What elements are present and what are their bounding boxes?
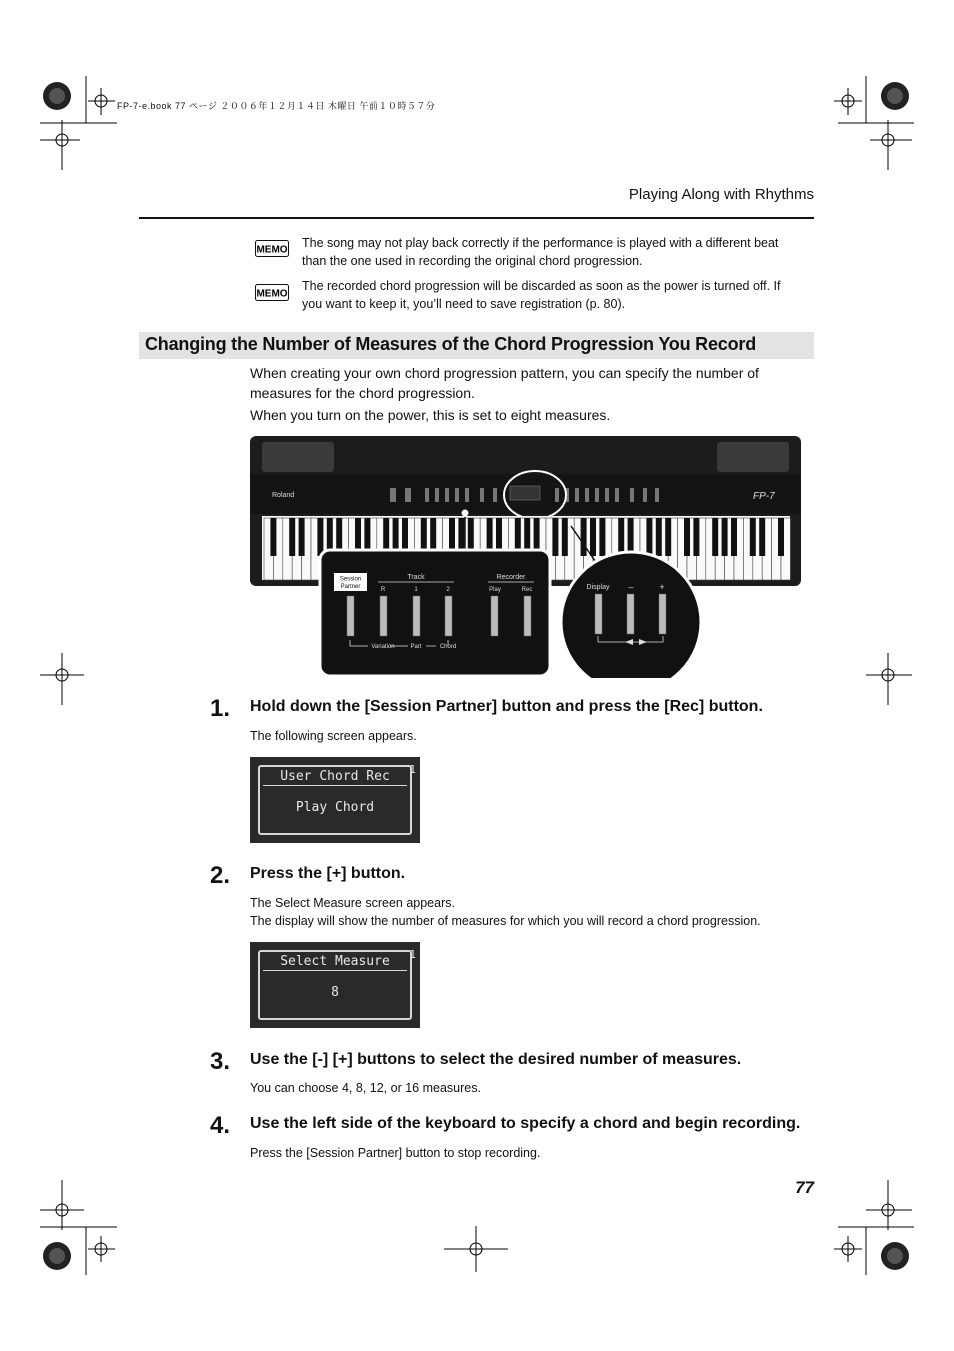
step-note: The following screen appears. [250,729,417,743]
page-number: 77 [795,1178,814,1197]
plus-label: + [659,582,665,592]
memo-icon [255,284,289,301]
step-number: 3. [210,1048,231,1075]
lcd-title: User Chord Rec [263,769,407,786]
black-key [684,518,690,556]
step-title: Use the [-] [+] buttons to select the desired number of measures. [250,1051,742,1068]
lcd-screen-select-measure [250,942,420,1028]
black-key [590,518,596,556]
model-logo: FP-7 [753,491,775,502]
black-key [722,518,728,556]
black-key [759,518,765,556]
session-partner-label: Session [339,576,362,583]
step-number: 2. [210,862,231,889]
memo-icon-label: MEMO [256,244,288,256]
section-title: Changing the Number of Measures of the Chord Progression You Record [145,334,757,354]
step-note: Press the [Session Partner] button to stop recording. [250,1146,541,1160]
black-key [712,518,718,556]
recorder-button-label: Rec [521,587,533,593]
print-file-label: FP-7-e.book 77 ページ ２００６年１２月１４日 木曜日 午前１０時５７分 [117,101,436,111]
black-key [552,518,558,556]
black-key [646,518,652,556]
track-button-label: R [380,587,386,593]
step-note: You can choose 4, 8, 12, or 16 measures. [250,1081,481,1095]
display-label: Display [586,584,610,591]
black-key [317,518,323,556]
recorder-label: Recorder [496,574,526,581]
part-label: Part [410,644,422,650]
black-key [562,518,568,556]
black-key [270,518,276,556]
black-key [778,518,784,556]
step-note: The Select Measure screen appears. [250,896,455,910]
black-key [628,518,634,556]
black-key [731,518,737,556]
lcd-title: Select Measure [263,954,407,971]
chord-label: Chord [439,644,457,650]
variation-label: Variation [371,644,395,650]
black-key [581,518,587,556]
step-title: Press the [+] button. [250,865,406,882]
black-key [299,518,305,556]
recorder-button-label: Play [489,587,501,593]
step-number: 4. [210,1112,231,1139]
piano-panel-illustration [250,436,802,678]
lcd-body: Play Chord [295,800,375,815]
session-partner-label: Partner [340,584,361,590]
header-rule [139,217,814,219]
black-key [656,518,662,556]
step-number: 1. [210,695,231,722]
black-key [665,518,671,556]
black-key [599,518,605,556]
black-key [289,518,295,556]
memo-icon [255,240,289,257]
lcd-mark: 1 [409,763,416,776]
track-label: Track [407,574,425,581]
black-key [750,518,756,556]
memo-text: The recorded chord progression will be discarded as soon as the power is turned off. If you want to keep it, you’ll need to save registration (p. 80). [302,279,781,311]
step-title: Hold down the [Session Partner] button and press the [Rec] button. [250,698,763,715]
lcd-body: 8 [331,985,339,1000]
intro-paragraph: When you turn on the power, this is set to eight measures. [250,407,611,423]
step-title: Use the left side of the keyboard to specify a chord and begin recording. [250,1115,801,1132]
step-note: The display will show the number of measures for which you will record a chord progression. [250,914,761,928]
black-key [693,518,699,556]
memo-icon-label: MEMO [256,288,288,300]
lcd-screen-user-chord-rec [250,757,420,843]
brand-logo: Roland [272,492,295,499]
minus-label: – [628,582,634,592]
running-head: Playing Along with Rhythms [628,186,814,203]
track-button-label: 1 [414,587,418,593]
memo-text: The song may not play back correctly if the performance is played with a different beat than the one used in recording the original chord progression. [302,236,779,268]
track-button-label: 2 [446,587,450,593]
intro-paragraph: When creating your own chord progression pattern, you can specify the number of measures for the chord progression. [250,365,759,401]
lcd-mark: 1 [409,948,416,961]
black-key [618,518,624,556]
